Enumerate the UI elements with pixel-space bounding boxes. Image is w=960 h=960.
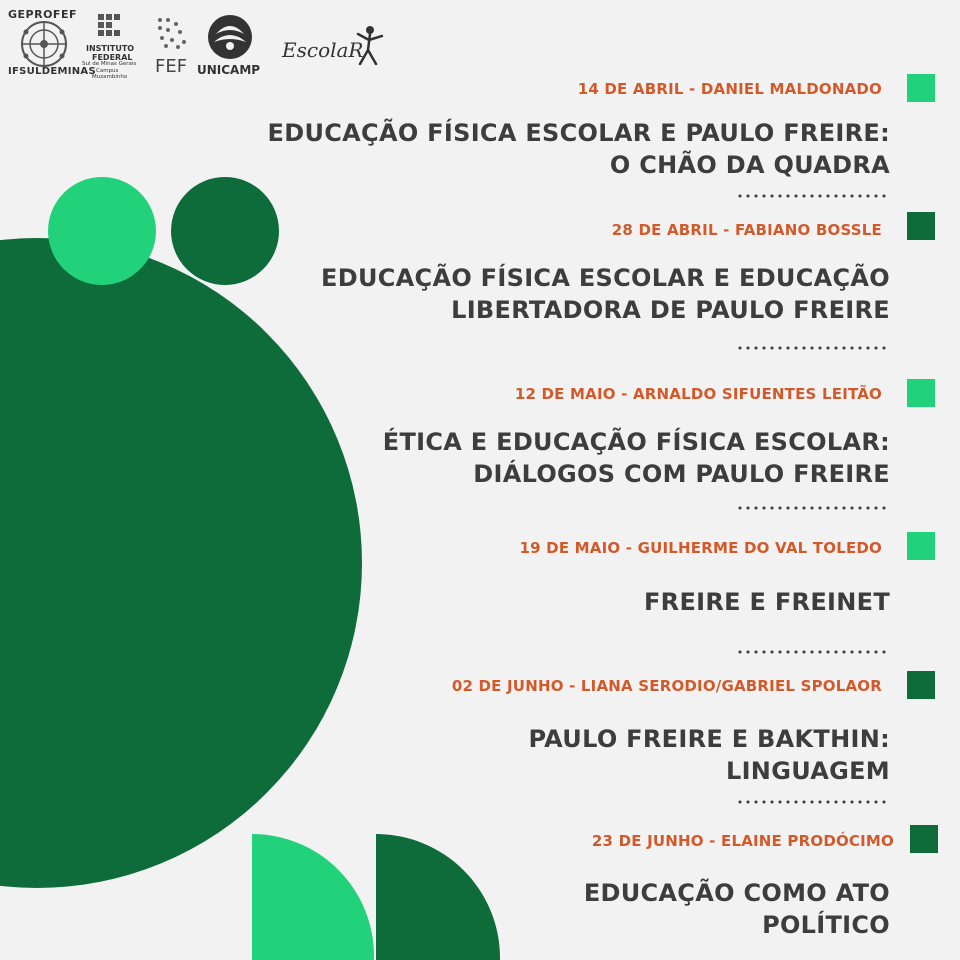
unicamp-logo-text: UNICAMP <box>197 63 261 77</box>
instituto-line1: INSTITUTO <box>86 44 135 53</box>
event-title <box>383 426 890 490</box>
event-marker-square <box>907 74 935 102</box>
instituto-federal-grid-icon <box>98 14 120 42</box>
event-date-speaker: 02 DE JUNHO - LIANA SERODIO/GABRIEL SPOLAOR <box>451 677 882 695</box>
event-title-line: DIÁLOGOS COM PAULO FREIRE <box>473 460 890 488</box>
event-date-speaker: 28 DE ABRIL - FABIANO BOSSLE <box>611 221 882 239</box>
dotted-separator <box>736 650 886 654</box>
event-marker-square <box>907 532 935 560</box>
event-title-line: O CHÃO DA QUADRA <box>609 151 890 179</box>
light-green-quarter-shape <box>252 834 374 960</box>
event-title <box>268 117 890 181</box>
fef-logo-text: FEF <box>155 56 188 77</box>
event-title-line: ÉTICA E EDUCAÇÃO FÍSICA ESCOLAR: <box>382 428 890 456</box>
instituto-line2: FEDERAL <box>92 53 133 62</box>
event-date-speaker: 19 DE MAIO - GUILHERME DO VAL TOLEDO <box>519 539 882 557</box>
event-title-line: FREIRE E FREINET <box>643 588 890 616</box>
event-marker-square <box>910 825 938 853</box>
event-date-speaker: 23 DE JUNHO - ELAINE PRODÓCIMO <box>591 832 894 850</box>
instituto-line3: Sul de Minas Gerais <box>82 61 137 67</box>
event-marker-square <box>907 671 935 699</box>
event-title-line: LIBERTADORA DE PAULO FREIRE <box>451 296 890 324</box>
event-title-line: EDUCAÇÃO FÍSICA ESCOLAR E PAULO FREIRE: <box>267 119 890 147</box>
event-date-speaker: 14 DE ABRIL - DANIEL MALDONADO <box>577 80 882 98</box>
dotted-separator <box>736 194 886 198</box>
dark-green-quarter-shape <box>376 834 500 960</box>
escolar-figure-icon <box>352 24 386 68</box>
event-marker-square <box>907 212 935 240</box>
event-title <box>528 723 890 787</box>
escolar-logo-text: EscolaR <box>282 38 364 62</box>
geproff-logo-top-text: GEPROFEF <box>8 8 77 21</box>
dotted-separator <box>736 346 886 350</box>
event-title-line: EDUCAÇÃO COMO ATO <box>583 879 890 907</box>
instituto-line5: Muzambinho <box>92 74 128 80</box>
fef-dots-icon <box>156 16 190 50</box>
unicamp-logo-icon <box>200 12 262 62</box>
large-dark-green-circle <box>0 238 362 888</box>
event-title-line: LINGUAGEM <box>725 757 890 785</box>
event-title-line: POLÍTICO <box>762 911 890 939</box>
event-title-line: EDUCAÇÃO FÍSICA ESCOLAR E EDUCAÇÃO <box>321 264 890 292</box>
dotted-separator <box>736 506 886 510</box>
event-marker-square <box>907 379 935 407</box>
geproff-logo-bottom-text: IFSULDEMINAS <box>8 66 96 77</box>
event-title <box>584 877 890 941</box>
small-light-green-circle <box>48 177 156 285</box>
event-title <box>644 586 890 618</box>
small-dark-green-circle <box>171 177 279 285</box>
logo-strip <box>0 0 400 80</box>
event-title <box>321 262 890 326</box>
instituto-line4: Campus <box>96 68 119 74</box>
dotted-separator <box>736 800 886 804</box>
event-date-speaker: 12 DE MAIO - ARNALDO SIFUENTES LEITÃO <box>514 385 882 403</box>
event-title-line: PAULO FREIRE E BAKTHIN: <box>528 725 890 753</box>
